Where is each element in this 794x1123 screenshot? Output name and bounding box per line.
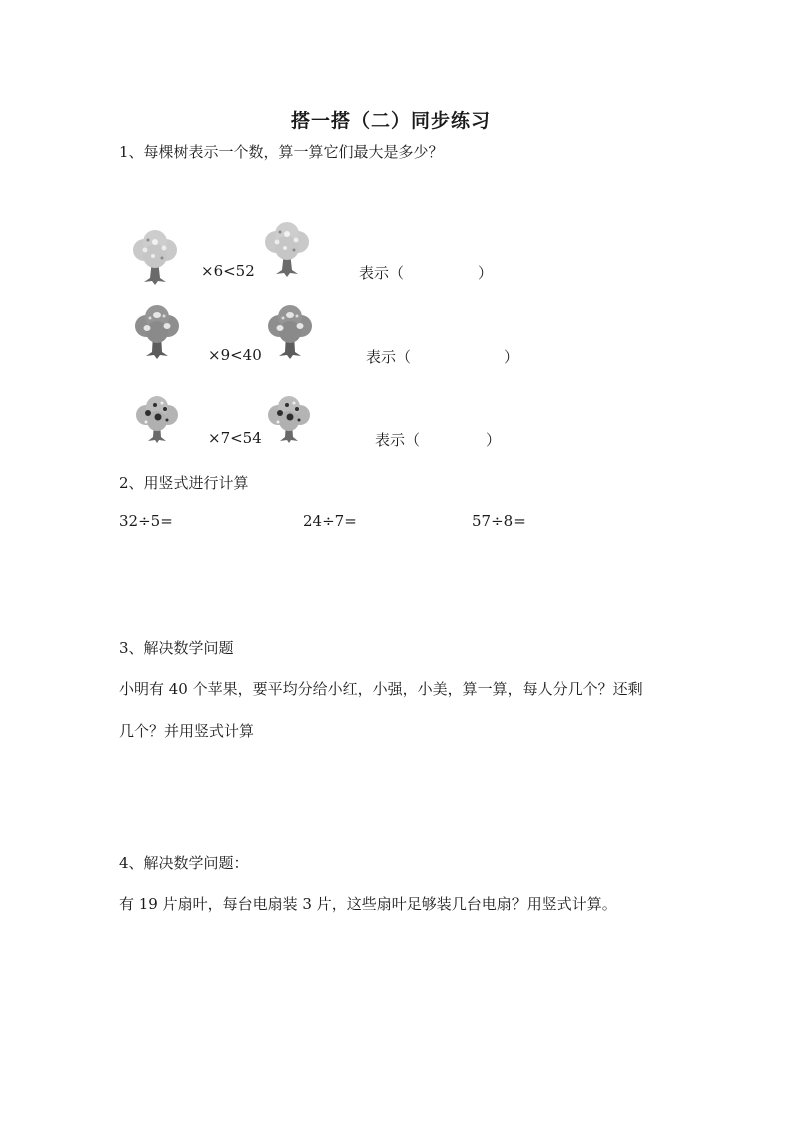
answer-label-2: 表示（ xyxy=(366,348,412,366)
q3-text-line-1: 小明有 40 个苹果，要平均分给小红，小强，小美，算一算，每人分几个？还剩 xyxy=(119,680,643,698)
q3-text-line-2: 几个？并用竖式计算 xyxy=(119,722,255,740)
answer-close-3: ） xyxy=(486,431,502,449)
division-problem-1: 32÷5= xyxy=(119,512,173,530)
tree-icon xyxy=(267,304,315,360)
q3-prompt: 3、解决数学问题 xyxy=(119,639,234,657)
answer-blank-2[interactable] xyxy=(413,346,503,366)
tree-icon xyxy=(134,304,182,360)
q4-prompt: 4、解决数学问题： xyxy=(119,854,249,872)
inequality-1: ×6<52 xyxy=(201,262,255,280)
answer-label-1: 表示（ xyxy=(359,264,405,282)
inequality-3: ×7<54 xyxy=(208,429,262,447)
tree-icon xyxy=(134,395,182,445)
tree-icon xyxy=(263,222,311,278)
q1-prompt: 1、每棵树表示一个数，算一算它们最大是多少？ xyxy=(119,143,444,161)
answer-blank-1[interactable] xyxy=(405,262,477,282)
tree-icon xyxy=(266,395,314,445)
answer-close-1: ） xyxy=(478,264,494,282)
answer-blank-3[interactable] xyxy=(422,429,484,449)
inequality-2: ×9<40 xyxy=(208,346,262,364)
page-title: 搭一搭（二）同步练习 xyxy=(291,110,492,132)
division-problem-3: 57÷8= xyxy=(472,512,526,530)
q2-prompt: 2、用竖式进行计算 xyxy=(119,474,249,492)
q4-text-line-1: 有 19 片扇叶，每台电扇装 3 片，这些扇叶足够装几台电扇？用竖式计算。 xyxy=(119,895,617,913)
division-problem-2: 24÷7= xyxy=(303,512,357,530)
answer-close-2: ） xyxy=(504,348,520,366)
tree-icon xyxy=(131,230,179,286)
answer-label-3: 表示（ xyxy=(375,431,421,449)
